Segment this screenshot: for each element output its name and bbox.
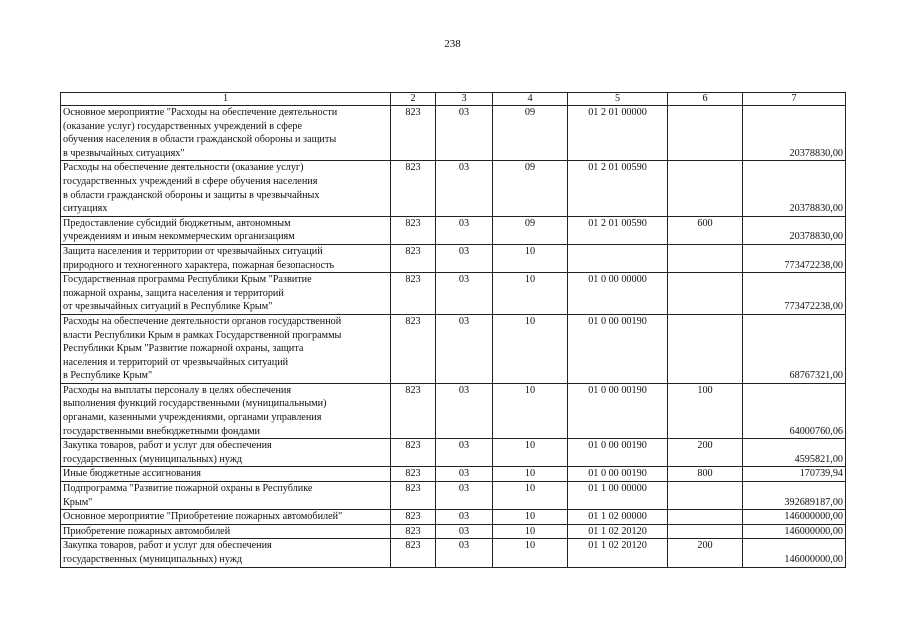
row-name-cell: Расходы на выплаты персоналу в целях обеспечения выполнения функций государственными (муниципальными) органами, казенными учреждениями, органами управления государственными внебюджетными фондами: [61, 383, 391, 438]
section-code-cell: 03: [436, 383, 493, 438]
subsection-code-cell: 10: [493, 482, 568, 510]
expense-type-cell: [668, 314, 743, 383]
subsection-code-cell: 09: [493, 216, 568, 244]
target-article-cell: [568, 244, 668, 272]
row-name-cell: Закупка товаров, работ и услуг для обеспечения государственных (муниципальных) нужд: [61, 439, 391, 467]
target-article-cell: 01 0 00 00000: [568, 273, 668, 315]
subsection-code-cell: 10: [493, 539, 568, 567]
section-code-cell: 03: [436, 482, 493, 510]
table-row: [61, 539, 846, 567]
expense-type-cell: [668, 244, 743, 272]
expense-type-cell: 600: [668, 216, 743, 244]
header-col-7: 7: [743, 93, 846, 106]
subsection-code-cell: 09: [493, 106, 568, 161]
subsection-code-cell: 10: [493, 273, 568, 315]
section-code-cell: 03: [436, 161, 493, 216]
subsection-code-cell: 10: [493, 524, 568, 539]
expense-type-cell: 100: [668, 383, 743, 438]
section-code-cell: 03: [436, 106, 493, 161]
expense-type-cell: 200: [668, 439, 743, 467]
table-row: [61, 467, 846, 482]
table-row: [61, 439, 846, 467]
expense-type-cell: 200: [668, 539, 743, 567]
target-article-cell: 01 1 00 00000: [568, 482, 668, 510]
row-name-cell: Основное мероприятие "Расходы на обеспечение деятельности (оказание услуг) государственных учреждений в сфере обучения населения в области гражданской обороны и защиты в чрезвычайных ситуациях": [61, 106, 391, 161]
table-row: [61, 383, 846, 438]
amount-cell: 4595821,00: [743, 439, 846, 467]
header-row: [61, 93, 846, 106]
amount-cell: 170739,94: [743, 467, 846, 482]
ministry-code-cell: 823: [391, 244, 436, 272]
amount-cell: 64000760,06: [743, 383, 846, 438]
header-col-1: 1: [61, 93, 391, 106]
subsection-code-cell: 10: [493, 383, 568, 438]
amount-cell: 392689187,00: [743, 482, 846, 510]
header-col-2: 2: [391, 93, 436, 106]
target-article-cell: 01 1 02 20120: [568, 524, 668, 539]
subsection-code-cell: 10: [493, 244, 568, 272]
ministry-code-cell: 823: [391, 383, 436, 438]
row-name-cell: Подпрограмма "Развитие пожарной охраны в Республике Крым": [61, 482, 391, 510]
header-col-6: 6: [668, 93, 743, 106]
target-article-cell: 01 2 01 00000: [568, 106, 668, 161]
target-article-cell: 01 0 00 00190: [568, 314, 668, 383]
section-code-cell: 03: [436, 314, 493, 383]
ministry-code-cell: 823: [391, 467, 436, 482]
amount-cell: 146000000,00: [743, 510, 846, 525]
row-name-cell: Защита населения и территории от чрезвычайных ситуаций природного и техногенного характера, пожарная безопасность: [61, 244, 391, 272]
header-col-4: 4: [493, 93, 568, 106]
section-code-cell: 03: [436, 467, 493, 482]
header-col-3: 3: [436, 93, 493, 106]
expense-type-cell: [668, 482, 743, 510]
amount-cell: 68767321,00: [743, 314, 846, 383]
subsection-code-cell: 10: [493, 467, 568, 482]
subsection-code-cell: 10: [493, 510, 568, 525]
row-name-cell: Иные бюджетные ассигнования: [61, 467, 391, 482]
expense-type-cell: [668, 510, 743, 525]
table-row: [61, 524, 846, 539]
subsection-code-cell: 10: [493, 314, 568, 383]
budget-table: [60, 92, 846, 568]
amount-cell: 773472238,00: [743, 244, 846, 272]
table-row: [61, 510, 846, 525]
amount-cell: 146000000,00: [743, 524, 846, 539]
expense-type-cell: [668, 273, 743, 315]
amount-cell: 20378830,00: [743, 161, 846, 216]
target-article-cell: 01 1 02 20120: [568, 539, 668, 567]
subsection-code-cell: 09: [493, 161, 568, 216]
expense-type-cell: 800: [668, 467, 743, 482]
table-header: [61, 93, 846, 106]
table-row: [61, 482, 846, 510]
ministry-code-cell: 823: [391, 216, 436, 244]
section-code-cell: 03: [436, 244, 493, 272]
amount-cell: 773472238,00: [743, 273, 846, 315]
amount-cell: 146000000,00: [743, 539, 846, 567]
expense-type-cell: [668, 524, 743, 539]
header-col-5: 5: [568, 93, 668, 106]
table-row: [61, 273, 846, 315]
target-article-cell: 01 1 02 00000: [568, 510, 668, 525]
row-name-cell: Основное мероприятие "Приобретение пожарных автомобилей": [61, 510, 391, 525]
table-row: [61, 314, 846, 383]
row-name-cell: Предоставление субсидий бюджетным, автономным учреждениям и иным некоммерческим организациям: [61, 216, 391, 244]
section-code-cell: 03: [436, 539, 493, 567]
subsection-code-cell: 10: [493, 439, 568, 467]
row-name-cell: Закупка товаров, работ и услуг для обеспечения государственных (муниципальных) нужд: [61, 539, 391, 567]
section-code-cell: 03: [436, 510, 493, 525]
table-body: [61, 106, 846, 568]
ministry-code-cell: 823: [391, 106, 436, 161]
section-code-cell: 03: [436, 273, 493, 315]
section-code-cell: 03: [436, 439, 493, 467]
page-number: 238: [444, 38, 461, 50]
target-article-cell: 01 0 00 00190: [568, 383, 668, 438]
row-name-cell: Расходы на обеспечение деятельности органов государственной власти Республики Крым в рамках Государственной программы Республики Крым "Развитие пожарной охраны, защита населения и территорий от чрезвычайных ситуаций в Республике Крым": [61, 314, 391, 383]
target-article-cell: 01 0 00 00190: [568, 467, 668, 482]
ministry-code-cell: 823: [391, 439, 436, 467]
section-code-cell: 03: [436, 524, 493, 539]
ministry-code-cell: 823: [391, 524, 436, 539]
target-article-cell: 01 2 01 00590: [568, 161, 668, 216]
table-row: [61, 216, 846, 244]
amount-cell: 20378830,00: [743, 216, 846, 244]
section-code-cell: 03: [436, 216, 493, 244]
table-row: [61, 106, 846, 161]
table-row: [61, 244, 846, 272]
ministry-code-cell: 823: [391, 161, 436, 216]
expense-type-cell: [668, 161, 743, 216]
row-name-cell: Приобретение пожарных автомобилей: [61, 524, 391, 539]
ministry-code-cell: 823: [391, 314, 436, 383]
ministry-code-cell: 823: [391, 273, 436, 315]
row-name-cell: Государственная программа Республики Крым "Развитие пожарной охраны, защита населения и территорий от чрезвычайных ситуаций в Республике Крым": [61, 273, 391, 315]
target-article-cell: 01 2 01 00590: [568, 216, 668, 244]
target-article-cell: 01 0 00 00190: [568, 439, 668, 467]
row-name-cell: Расходы на обеспечение деятельности (оказание услуг) государственных учреждений в сфере обучения населения в области гражданской обороны и защиты в чрезвычайных ситуациях: [61, 161, 391, 216]
table-row: [61, 161, 846, 216]
expense-type-cell: [668, 106, 743, 161]
ministry-code-cell: 823: [391, 482, 436, 510]
amount-cell: 20378830,00: [743, 106, 846, 161]
ministry-code-cell: 823: [391, 539, 436, 567]
ministry-code-cell: 823: [391, 510, 436, 525]
